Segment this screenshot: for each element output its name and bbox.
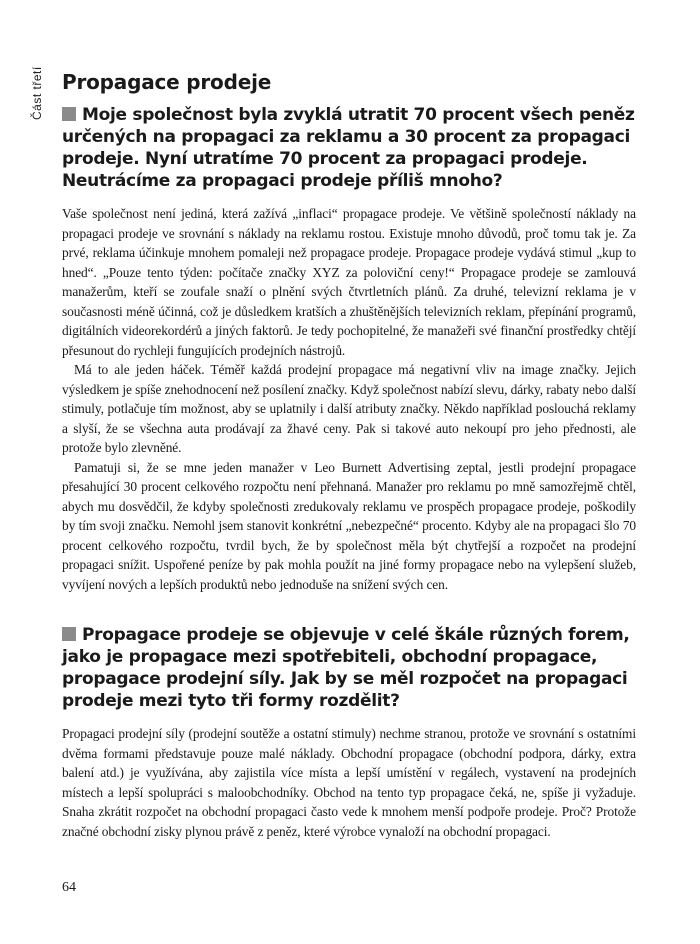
question-heading [62, 104, 636, 192]
running-header-side: Část třetí [30, 66, 44, 120]
square-bullet-icon [62, 107, 76, 121]
answer-paragraph: Propagaci prodejní síly (prodejní soutěže a ostatní stimuly) nechme stranou, protože ve srovnání s ostatními dvěma formami představuje pouze malé náklady. Obchodní propagace (obchodní podpora, dárky, extra balení atd.) je využívána, aby zajistila více místa a lepší umístění v regálech, vystavení na prodejních místech a lepší spolupráci s maloobchodníky. Obchod na tento typ propagace čeká, ne, spíše ji vyžaduje. Snaha zkrátit rozpočet na obchodní propagaci často vede k mnohem menší podpoře prodeje. Proč? Protože značné obchodní zisky plynou právě z peněz, které výrobce vynaloží na obchodní propagaci. [62, 726, 636, 839]
answer-paragraph: Vaše společnost není jediná, která zažívá „inflaci“ propagace prodeje. Ve většině společností náklady na propagaci prodeje ve srovnání s náklady na reklamu rostou. Existuje mnoho důvodů, proč tomu tak je. Za prvé, reklama účinkuje mnohem pomaleji než propagace prodeje. Propagace prodeje vydává stimul „kup to hned“. „Pouze tento týden: počítače značky XYZ za poloviční ceny!“ Propagace prodeje se zamlouvá manažerům, kteří se zoufale snaží o plnění svých čtvrtletních plánů. Za druhé, televizní reklama je v současnosti méně účinná, což je důsledkem kratších a zhuštěnějších televizních reklam, přepínání programů, digitálních videorekordérů a jiných faktorů. Je tedy pochopitelné, že manažeři své finanční prostředky chtějí přesunout do rychleji fungujících prodejních nástrojů. [62, 206, 636, 358]
question-text: Moje společnost byla zvyklá utratit 70 procent všech peněz určených na propagaci za reklamu a 30 procent za propagaci prodeje. Nyní utratíme 70 procent za propagaci prodeje. Neutrácíme za propagaci prodeje příliš mnoho? [62, 105, 635, 191]
qa-section-2 [62, 624, 636, 841]
square-bullet-icon [62, 627, 76, 641]
page-content [62, 70, 636, 841]
qa-section-1 [62, 104, 636, 594]
answer-paragraph: Pamatuji si, že se mne jeden manažer v Leo Burnett Advertising zeptal, jestli prodejní propagace přesahující 30 procent celkového rozpočtu není přehnaná. Manažer pro reklamu po mně samozřejmě chtěl, abych mu dosvědčil, že kdyby společnosti zredukovaly reklamu ve prospěch propagace prodeje, poškodily by tím svoji značku. Nemohl jsem stanovit konkrétní „nebezpečné“ procento. Kdyby ale na propagaci šlo 70 procent celkového rozpočtu, tvrdil bych, že by společnost měla být chytřejší a rozpočet na prodejní propagaci snížit. Uspořené peníze by pak mohla použít na jiné formy propagace nebo na vylepšení služeb, vyvíjení nových a lepších produktů nebo jednoduše na snížení svých cen. [62, 459, 636, 592]
question-heading [62, 624, 636, 712]
chapter-title: Propagace prodeje [62, 70, 272, 94]
question-text: Propagace prodeje se objevuje v celé škále různých forem, jako je propagace mezi spotřebiteli, obchodní propagace, propagace prodejní síly. Jak by se měl rozpočet na propagaci prodeje mezi tyto tři formy rozdělit? [62, 625, 630, 711]
answer-paragraph: Má to ale jeden háček. Téměř každá prodejní propagace má negativní vliv na image značky. Jejich výsledkem je spíše znehodnocení než posílení značky. Když společnost nabízí slevu, dárky, rabaty nebo další stimuly, potlačuje tím možnost, aby se uplatnily i další atributy značky. Někdo například poslouchá reklamy a slyší, že se všechna auta prodávají za žhavé ceny. Pak si takové auto nekoupí pro jeho přednosti, ale protože bylo zlevněné. [62, 362, 636, 455]
page-number: 64 [62, 880, 76, 895]
